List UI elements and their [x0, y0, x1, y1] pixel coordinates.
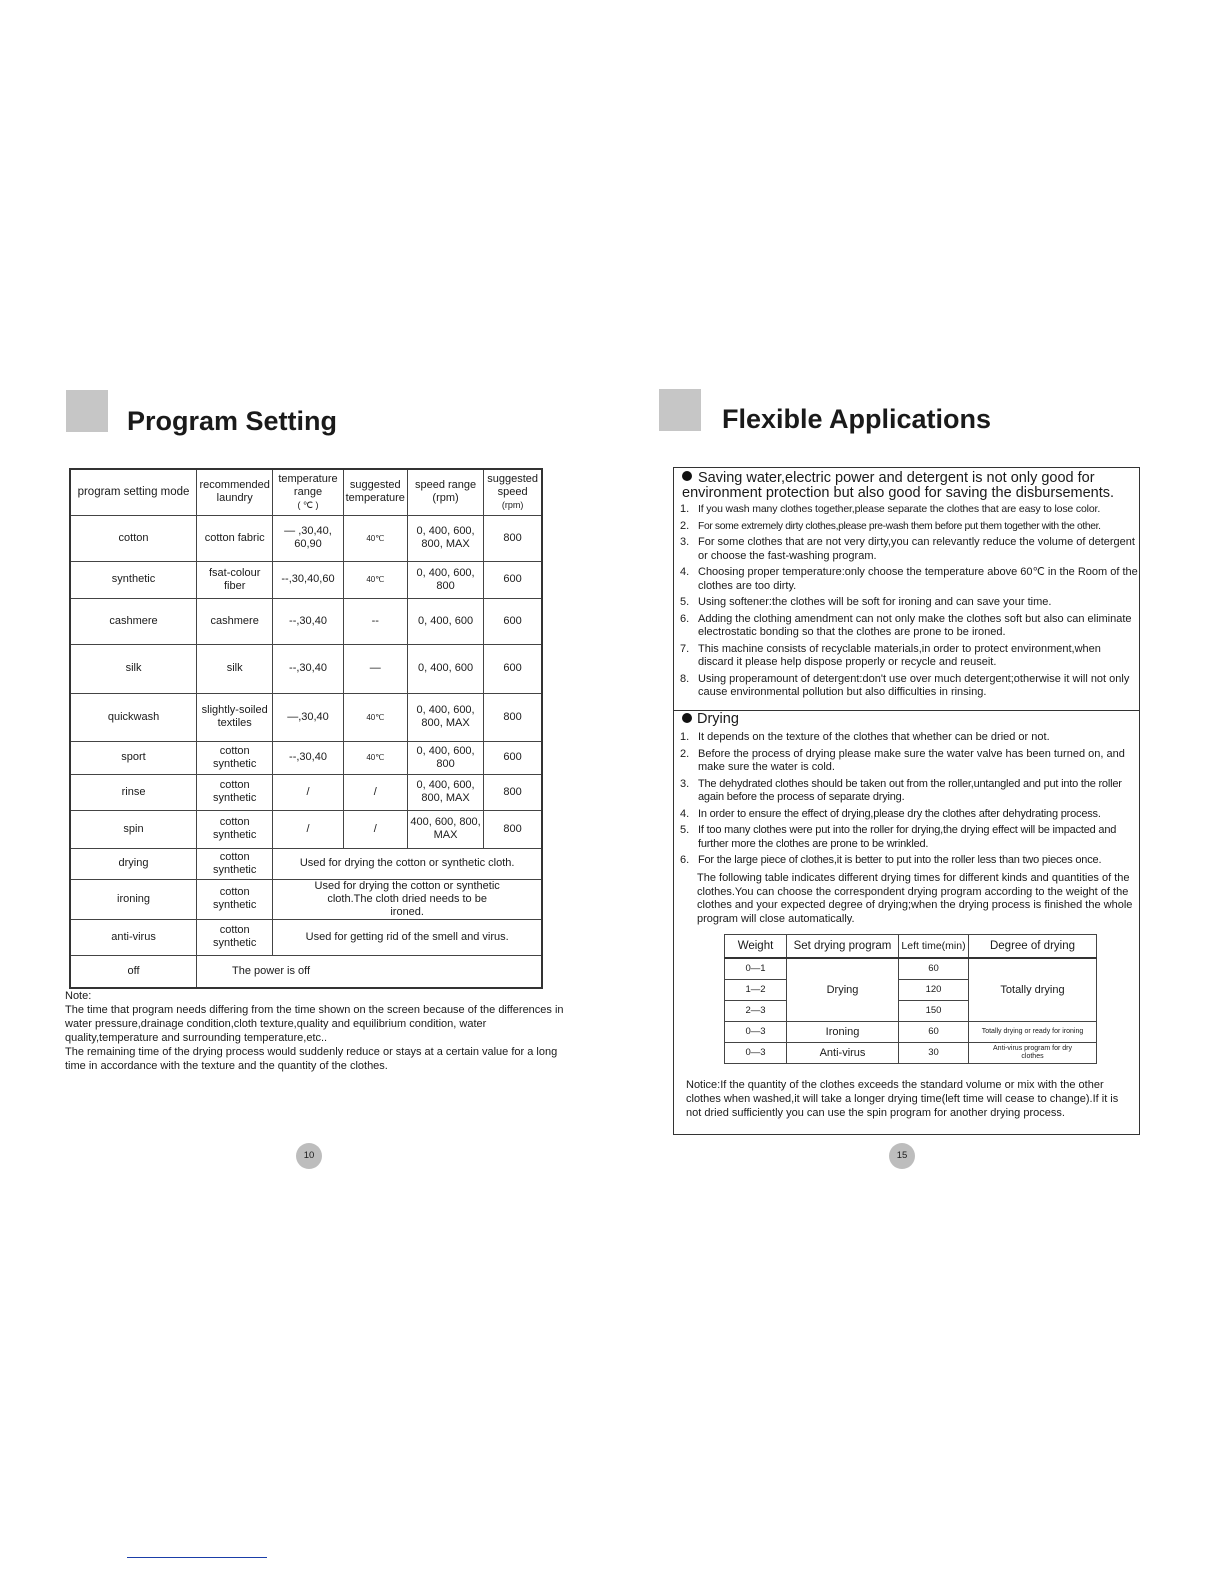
program-cell: Drying	[787, 958, 899, 1021]
program-cell: Anti-virus	[787, 1042, 899, 1063]
bullet-icon	[682, 713, 692, 723]
weight-cell: 1—2	[725, 979, 787, 1000]
list-item: 2. For some extremely dirty clothes,please pre-wash them before put them together with the other.	[680, 519, 1101, 532]
list-item: 2. Before the process of drying please make sure the water valve has been turned on, and make sure the water is cold.	[680, 747, 1125, 773]
note-paragraph: The remaining time of the drying process would suddenly reduce or stays at a certain value for a long time in accordance with the texture and the quantity of the clothes.	[65, 1046, 558, 1072]
mode-cell: ironing	[70, 879, 197, 919]
table-row	[70, 515, 542, 561]
table-header-row	[70, 469, 542, 515]
time-cell: 30	[899, 1042, 969, 1063]
section-heading-saving: Saving water,electric power and detergent is not only good for environment protection but also good for saving the disbursements.	[682, 470, 1115, 501]
laundry-cell: cashmere	[197, 598, 273, 644]
list-item: 3. The dehydrated clothes should be taken out from the roller,untangled and put into the roller again before the process of separate drying.	[680, 777, 1122, 803]
header-cell: Set drying program	[787, 935, 899, 959]
weight-cell: 0—3	[725, 1021, 787, 1042]
mode-cell: sport	[70, 741, 197, 774]
laundry-cell: cotton fabric	[197, 515, 273, 561]
time-cell: 150	[899, 1000, 969, 1021]
speed-range-cell: 400, 600, 800, MAX	[407, 810, 483, 848]
page-title-program-setting: Program Setting	[127, 406, 338, 436]
temp-range-cell: /	[273, 774, 343, 810]
sugg-speed-cell: 800	[484, 693, 542, 741]
header-cell: Left time(min)	[899, 935, 969, 959]
description-cell: Used for drying the cotton or synthetic cloth.The cloth dried needs to be ironed.	[273, 879, 542, 919]
table-row	[70, 848, 542, 879]
page-number: 15	[889, 1143, 915, 1169]
sugg-speed-cell: 600	[484, 598, 542, 644]
laundry-cell: cotton synthetic	[197, 919, 273, 955]
header-cell: suggested temperature	[343, 469, 407, 515]
header-cell: Degree of drying	[969, 935, 1097, 959]
link-underline	[127, 1557, 267, 1558]
table-row	[70, 561, 542, 598]
temp-range-cell: — ,30,40, 60,90	[273, 515, 343, 561]
drying-tips-list	[677, 731, 1139, 871]
program-setting-table	[69, 468, 543, 989]
sugg-speed-cell: 600	[484, 741, 542, 774]
header-cell: suggested speed (rpm)	[484, 469, 542, 515]
section-marker-square	[659, 389, 701, 431]
temp-range-cell: --,30,40	[273, 644, 343, 693]
time-cell: 120	[899, 979, 969, 1000]
temp-range-cell: --,30,40	[273, 598, 343, 644]
mode-cell: off	[70, 955, 197, 988]
list-item: 1. If you wash many clothes together,please separate the clothes that are easy to lose color.	[680, 503, 1101, 515]
time-cell: 60	[899, 1021, 969, 1042]
speed-range-cell: 0, 400, 600, 800, MAX	[407, 515, 483, 561]
table-row	[725, 1042, 1097, 1063]
laundry-cell: silk	[197, 644, 273, 693]
table-row	[725, 958, 1097, 979]
laundry-cell: cotton synthetic	[197, 741, 273, 774]
list-item: 1. It depends on the texture of the clothes that whether can be dried or not.	[680, 731, 1050, 743]
sugg-temp-cell: 40℃	[343, 741, 407, 774]
list-item: 6. Adding the clothing amendment can not only make the clothes soft but also can eliminate electrostatic bonding so that the clothes are prone to be ironed.	[680, 612, 1132, 638]
laundry-cell: cotton synthetic	[197, 879, 273, 919]
sugg-temp-cell: --	[343, 598, 407, 644]
sugg-temp-cell: /	[343, 810, 407, 848]
mode-cell: cotton	[70, 515, 197, 561]
table-row	[70, 774, 542, 810]
header-cell: recommended laundry	[197, 469, 273, 515]
list-item: 4. In order to ensure the effect of drying,please dry the clothes after dehydrating process.	[680, 807, 1101, 820]
mode-cell: cashmere	[70, 598, 197, 644]
header-cell: temperature range ( ℃ )	[273, 469, 343, 515]
note-block	[65, 989, 565, 1073]
description-cell: Used for drying the cotton or synthetic cloth.	[273, 848, 542, 879]
degree-cell: Anti-virus program for dry clothes	[969, 1042, 1097, 1063]
weight-cell: 2—3	[725, 1000, 787, 1021]
section-divider	[674, 710, 1139, 711]
section-marker-square	[66, 390, 108, 432]
speed-range-cell: 0, 400, 600, 800	[407, 741, 483, 774]
table-row	[70, 693, 542, 741]
sugg-speed-cell: 800	[484, 810, 542, 848]
header-cell: speed range (rpm)	[407, 469, 483, 515]
header-cell: Weight	[725, 935, 787, 959]
note-paragraph: The time that program needs differing from the time shown on the screen because of the differences in water pressure,drainage condition,cloth texture,quality and equilibrium condition, water quality,temperature and surrounding temperature,etc..	[65, 1004, 564, 1044]
temp-range-cell: --,30,40,60	[273, 561, 343, 598]
drying-time-table	[724, 934, 1097, 1064]
table-row	[725, 1021, 1097, 1042]
sugg-temp-cell: /	[343, 774, 407, 810]
speed-range-cell: 0, 400, 600	[407, 644, 483, 693]
list-item: 5. Using softener:the clothes will be soft for ironing and can save your time.	[680, 596, 1052, 608]
sugg-speed-cell: 600	[484, 561, 542, 598]
header-cell: program setting mode	[70, 469, 197, 515]
list-item: 4. Choosing proper temperature:only choose the temperature above 60℃ in the Room of the clothes are too dirty.	[680, 566, 1138, 592]
bullet-icon	[682, 471, 692, 481]
notice-paragraph: Notice:If the quantity of the clothes exceeds the standard volume or mix with the other clothes when washed,it will take a longer drying time(left time will cease to change).If it is not dried sufficiently you can use the spin program for another drying process.	[686, 1079, 1119, 1119]
list-item: 5. If too many clothes were put into the roller for drying,the drying effect will be impacted and further more the clothes are prone to be wrinkled.	[680, 824, 1117, 850]
sugg-speed-cell: 800	[484, 515, 542, 561]
mode-cell: silk	[70, 644, 197, 693]
list-item: 7. This machine consists of recyclable materials,in order to protect environment,when discard it please help dispose properly or recycle and reuseit.	[680, 642, 1101, 668]
drying-intro-paragraph: The following table indicates different drying times for different kinds and quantities of the clothes.You can choose the correspondent drying program according to the weight of the clothes and your expected degree of drying;when the drying process is finished the whole program will close automatically.	[697, 872, 1133, 925]
description-cell: The power is off	[197, 955, 542, 988]
speed-range-cell: 0, 400, 600, 800, MAX	[407, 693, 483, 741]
sugg-speed-cell: 800	[484, 774, 542, 810]
weight-cell: 0—3	[725, 1042, 787, 1063]
list-item: 3. For some clothes that are not very dirty,you can relevantly reduce the volume of detergent or choose the fast-washing program.	[680, 536, 1135, 562]
table-row	[70, 879, 542, 919]
mode-cell: anti-virus	[70, 919, 197, 955]
table-row	[70, 919, 542, 955]
laundry-cell: fsat-colour fiber	[197, 561, 273, 598]
list-item: 6. For the large piece of clothes,it is better to put into the roller less than two pieces once.	[680, 854, 1102, 866]
saving-tips-list	[677, 503, 1139, 703]
note-label: Note:	[65, 990, 92, 1002]
laundry-cell: cotton synthetic	[197, 774, 273, 810]
table-row	[70, 955, 542, 988]
list-item: 8. Using properamount of detergent:don't use over much detergent;otherwise it will not only cause environmental pollution but also difficulties in rinsing.	[680, 672, 1130, 698]
degree-cell: Totally drying	[969, 958, 1097, 1021]
speed-range-cell: 0, 400, 600, 800	[407, 561, 483, 598]
degree-cell: Totally drying or ready for ironing	[969, 1021, 1097, 1042]
laundry-cell: cotton synthetic	[197, 810, 273, 848]
table-row	[70, 598, 542, 644]
table-row	[70, 741, 542, 774]
mode-cell: quickwash	[70, 693, 197, 741]
mode-cell: drying	[70, 848, 197, 879]
program-cell: Ironing	[787, 1021, 899, 1042]
table-row	[70, 644, 542, 693]
sugg-temp-cell: 40℃	[343, 693, 407, 741]
time-cell: 60	[899, 958, 969, 979]
table-header-row	[725, 935, 1097, 959]
speed-range-cell: 0, 400, 600, 800, MAX	[407, 774, 483, 810]
sugg-temp-cell: —	[343, 644, 407, 693]
laundry-cell: slightly-soiled textiles	[197, 693, 273, 741]
speed-range-cell: 0, 400, 600	[407, 598, 483, 644]
description-cell: Used for getting rid of the smell and virus.	[273, 919, 542, 955]
sugg-speed-cell: 600	[484, 644, 542, 693]
section-heading-drying: Drying	[682, 712, 739, 727]
page-number: 10	[296, 1143, 322, 1169]
temp-range-cell: /	[273, 810, 343, 848]
laundry-cell: cotton synthetic	[197, 848, 273, 879]
mode-cell: synthetic	[70, 561, 197, 598]
mode-cell: rinse	[70, 774, 197, 810]
mode-cell: spin	[70, 810, 197, 848]
temp-range-cell: --,30,40	[273, 741, 343, 774]
page-title-flexible-applications: Flexible Applications	[722, 404, 992, 434]
weight-cell: 0—1	[725, 958, 787, 979]
table-row	[70, 810, 542, 848]
sugg-temp-cell: 40℃	[343, 561, 407, 598]
temp-range-cell: —,30,40	[273, 693, 343, 741]
sugg-temp-cell: 40℃	[343, 515, 407, 561]
